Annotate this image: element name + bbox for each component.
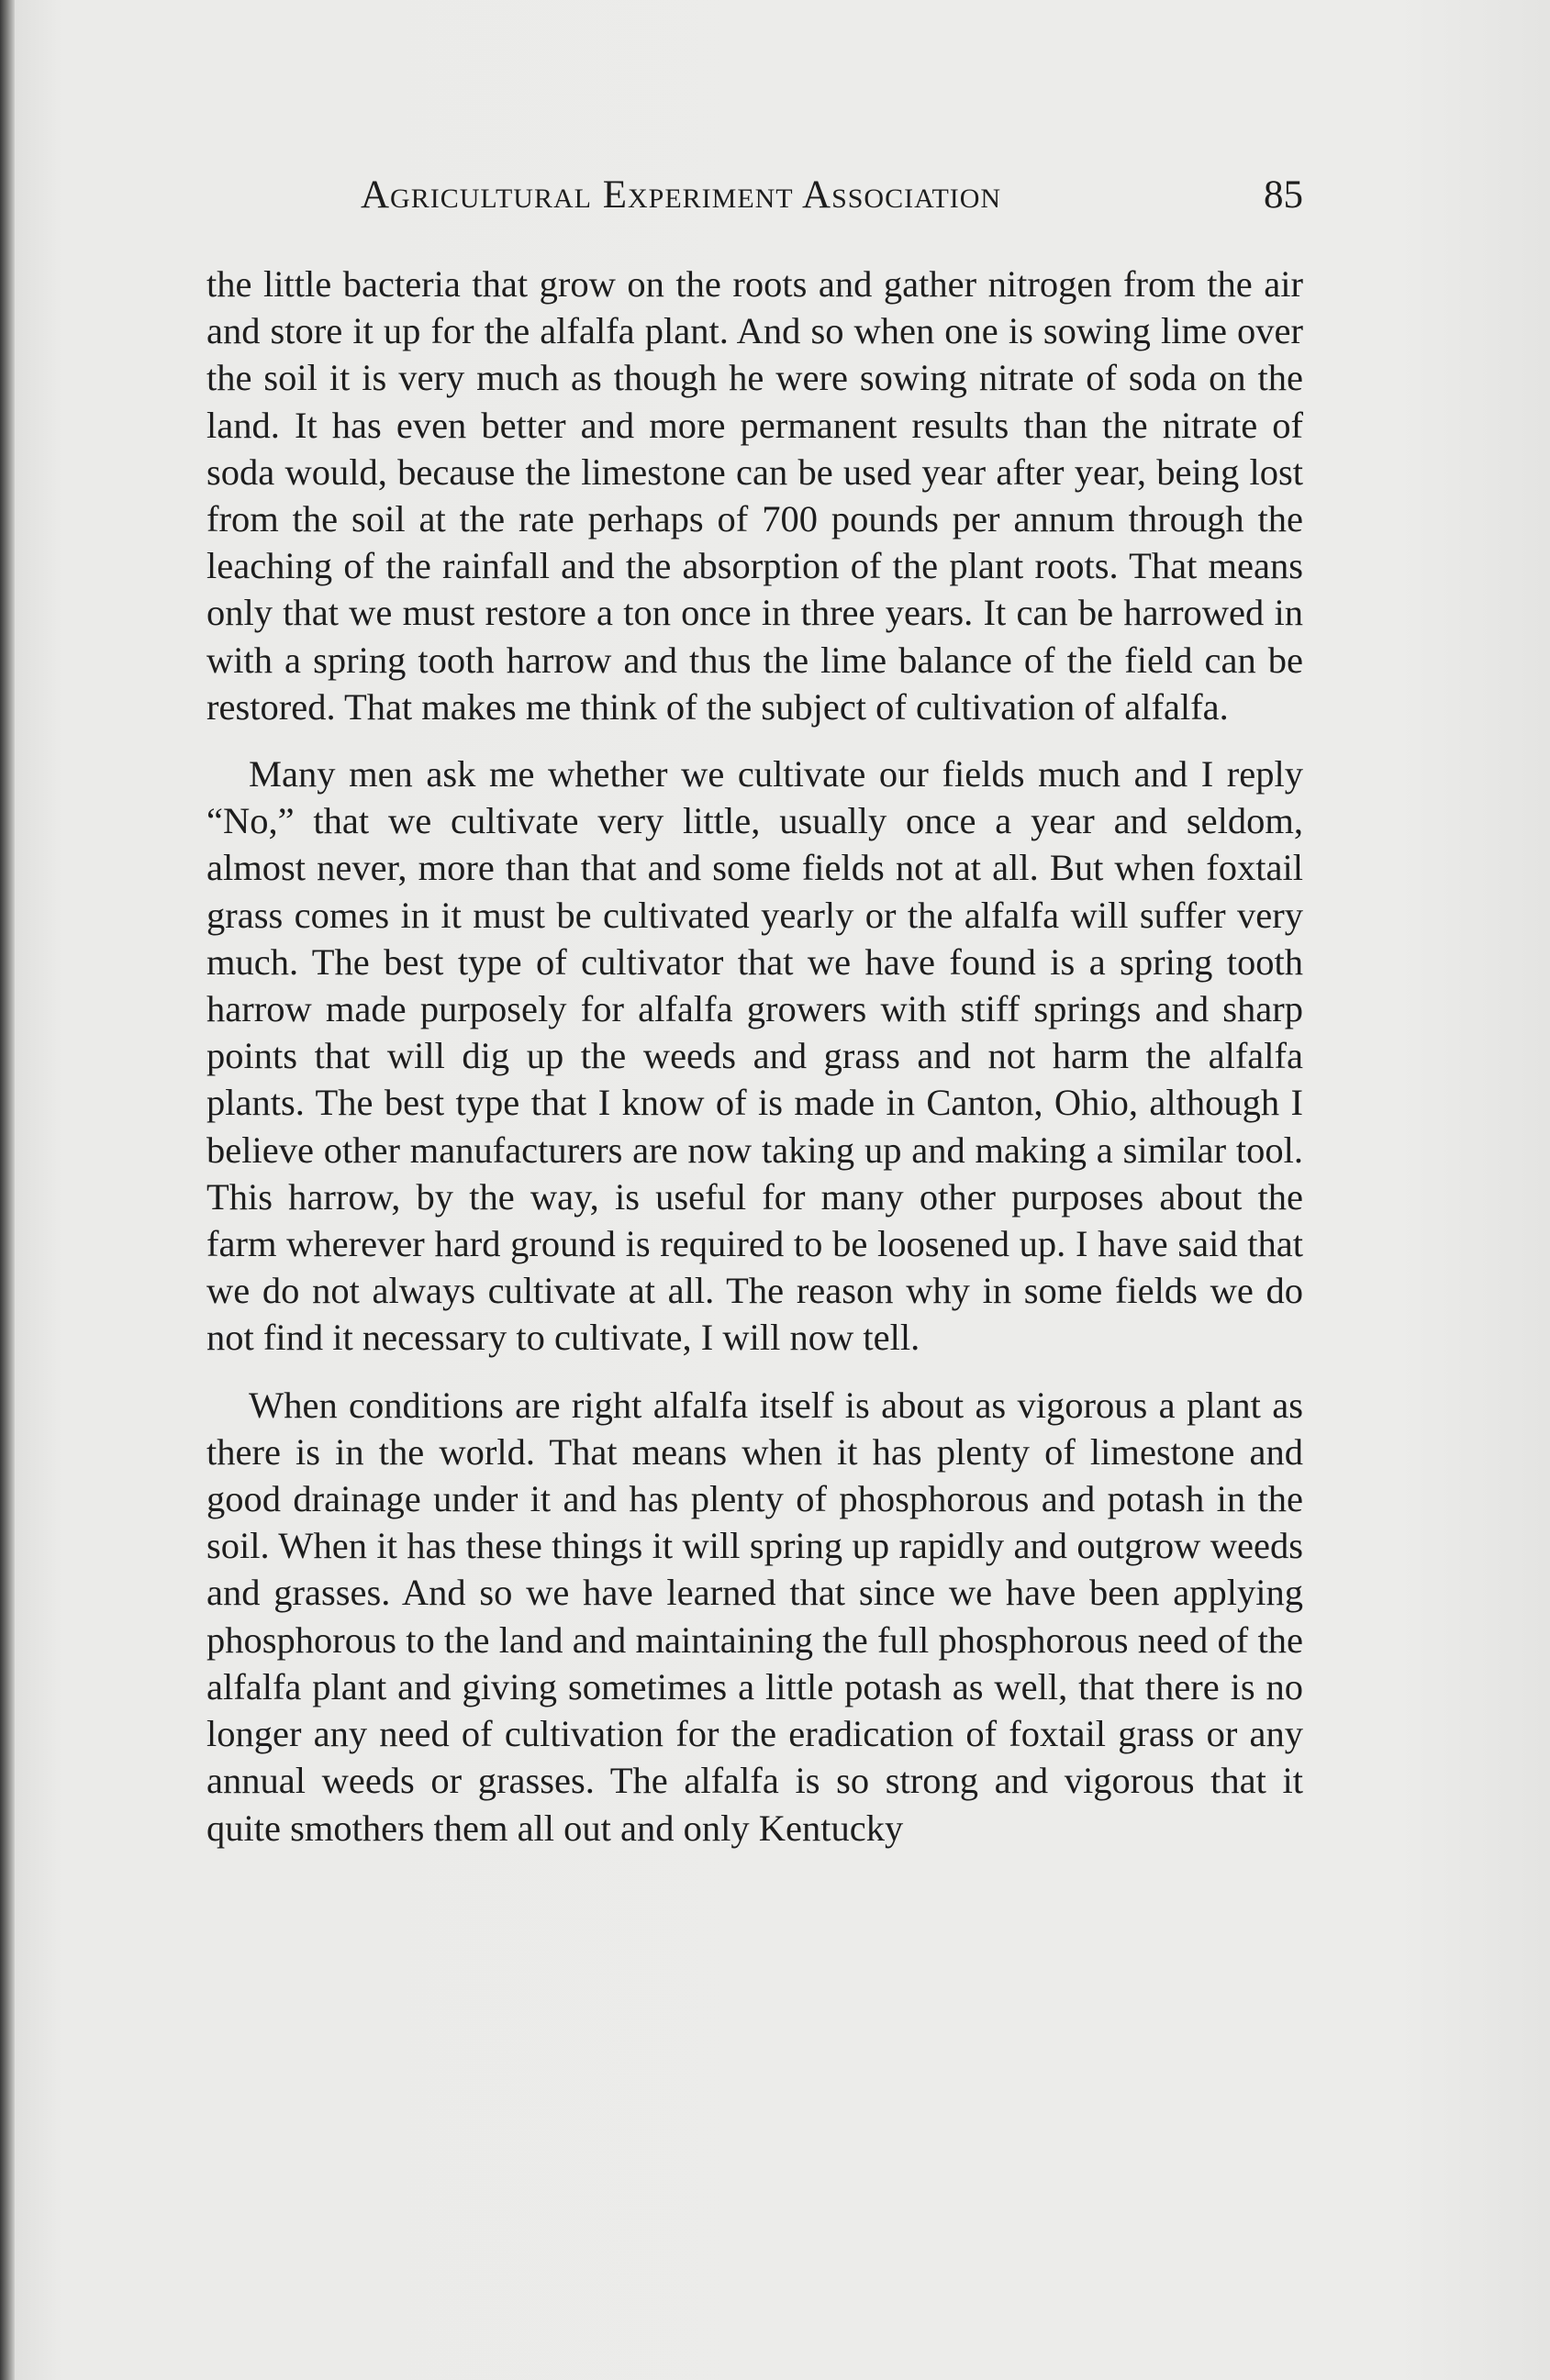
page-number: 85 [1264, 173, 1303, 217]
body-text [206, 261, 1303, 1852]
paragraph-1: the little bacteria that grow on the roots and gather nitrogen from the air and store it up for the alfalfa plant. And so when one is sowing lime over the soil it is very much as though he were sowing nitrate of soda on the land. It has even better and more permanent results than the nitrate of soda would, because the limestone can be used year after year, being lost from the soil at the rate perhaps of 700 pounds per annum through the leaching of the rainfall and the absorption of the plant roots. That means only that we must restore a ton once in three years. It can be harrowed in with a spring tooth harrow and thus the lime balance of the field can be restored. That makes me think of the subject of cultivation of alfalfa. [206, 263, 1303, 728]
paragraph-3: When conditions are right alfalfa itself is about as vigorous a plant as there is in the world. That means when it has plenty of limestone and good drainage under it and has plenty of phosphorous and potash in the soil. When it has these things it will spring up rapidly and outgrow weeds and grasses. And so we have learned that since we have been applying phosphorous to the land and maintaining the full phosphorous need of the alfalfa plant and giving sometimes a little potash as well, that there is no longer any need of cultivation for the eradication of foxtail grass or any annual weeds or grasses. The alfalfa is so strong and vigorous that it quite smothers them all out and only Kentucky [206, 1384, 1303, 1849]
running-title: Agricultural Experiment Association [361, 173, 1002, 217]
running-head [206, 172, 1303, 228]
page-binding-edge [0, 0, 15, 2380]
paragraph-2: Many men ask me whether we cultivate our fields much and I reply “No,” that we cultivate very little, usually once a year and seldom, almost never, more than that and some fields not at all. But when foxtail grass comes in it must be cultivated yearly or the alfalfa will suffer very much. The best type of cultivator that we have found is a spring tooth harrow made purposely for alfalfa growers with stiff springs and sharp points that will dig up the weeds and grass and not harm the alfalfa plants. The best type that I know of is made in Canton, Ohio, although I believe other manufacturers are now taking up and making a similar tool. This harrow, by the way, is useful for many other purposes about the farm wherever hard ground is required to be loosened up. I have said that we do not always cultivate at all. The reason why in some fields we do not find it necessary to cultivate, I will now tell. [206, 753, 1303, 1359]
